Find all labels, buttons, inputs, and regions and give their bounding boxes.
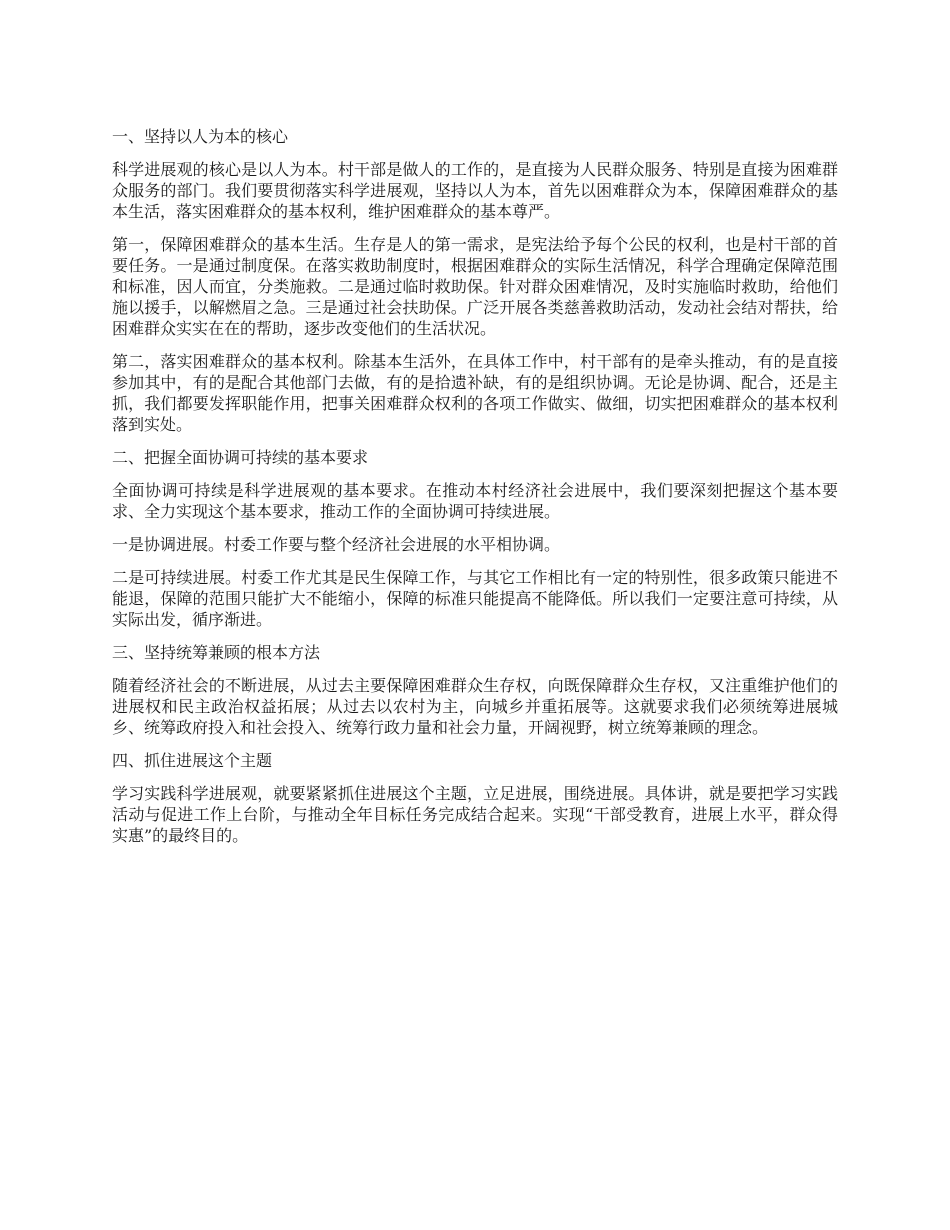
paragraph: 第二，落实困难群众的基本权利。除基本生活外，在具体工作中，村干部有的是牵头推动，有的是直接参加其中，有的是配合其他部门去做，有的是拾遗补缺，有的是组织协调。无论是协调、配合，还是主抓，我们都要发挥职能作用，把事关困难群众权利的各项工作做实、做细，切实把困难群众的基本权利落到实处。	[112, 352, 838, 434]
paragraph: 二是可持续进展。村委工作尤其是民生保障工作，与其它工作相比有一定的特别性，很多政策只能进不能退，保障的范围只能扩大不能缩小，保障的标准只能提高不能降低。所以我们一定要注意可持续，从实际出发，循序渐进。	[112, 568, 838, 629]
paragraph: 全面协调可持续是科学进展观的基本要求。在推动本村经济社会进展中，我们要深刻把握这个基本要求、全力实现这个基本要求，推动工作的全面协调可持续进展。	[112, 481, 838, 521]
paragraph: 科学进展观的核心是以人为本。村干部是做人的工作的，是直接为人民群众服务、特别是直接为困难群众服务的部门。我们要贯彻落实科学进展观，坚持以人为本，首先以困难群众为本，保障困难群众的基本生活，落实困难群众的基本权利，维护困难群众的基本尊严。	[112, 160, 838, 221]
section-heading-2: 二、把握全面协调可持续的基本要求	[112, 448, 369, 467]
paragraph: 随着经济社会的不断进展，从过去主要保障困难群众生存权，向既保障群众生存权，又注重维护他们的进展权和民主政治权益拓展；从过去以农村为主，向城乡并重拓展等。这就要求我们必须统筹进展城乡、统筹政府投入和社会投入、统筹行政力量和社会力量，开阔视野，树立统筹兼顾的理念。	[112, 676, 838, 737]
section-heading-3: 三、坚持统筹兼顾的根本方法	[112, 643, 321, 662]
document-body	[112, 126, 838, 858]
section-heading-4: 四、抓住进展这个主题	[112, 751, 273, 770]
section-heading-1: 一、坚持以人为本的核心	[112, 127, 289, 146]
paragraph: 一是协调进展。村委工作要与整个经济社会进展的水平相协调。	[112, 535, 561, 554]
paragraph: 学习实践科学进展观，就要紧紧抓住进展这个主题，立足进展，围绕进展。具体讲，就是要把学习实践活动与促进工作上台阶，与推动全年目标任务完成结合起来。实现“干部受教育，进展上水平，群众得实惠”的最终目的。	[112, 784, 838, 845]
paragraph: 第一，保障困难群众的基本生活。生存是人的第一需求，是宪法给予每个公民的权利，也是村干部的首要任务。一是通过制度保。在落实救助制度时，根据困难群众的实际生活情况，科学合理确定保障范围和标准，因人而宜，分类施救。二是通过临时救助保。针对群众困难情况，及时实施临时救助，给他们施以援手，以解燃眉之急。三是通过社会扶助保。广泛开展各类慈善救助活动，发动社会结对帮扶，给困难群众实实在在的帮助，逐步改变他们的生活状况。	[112, 235, 838, 338]
